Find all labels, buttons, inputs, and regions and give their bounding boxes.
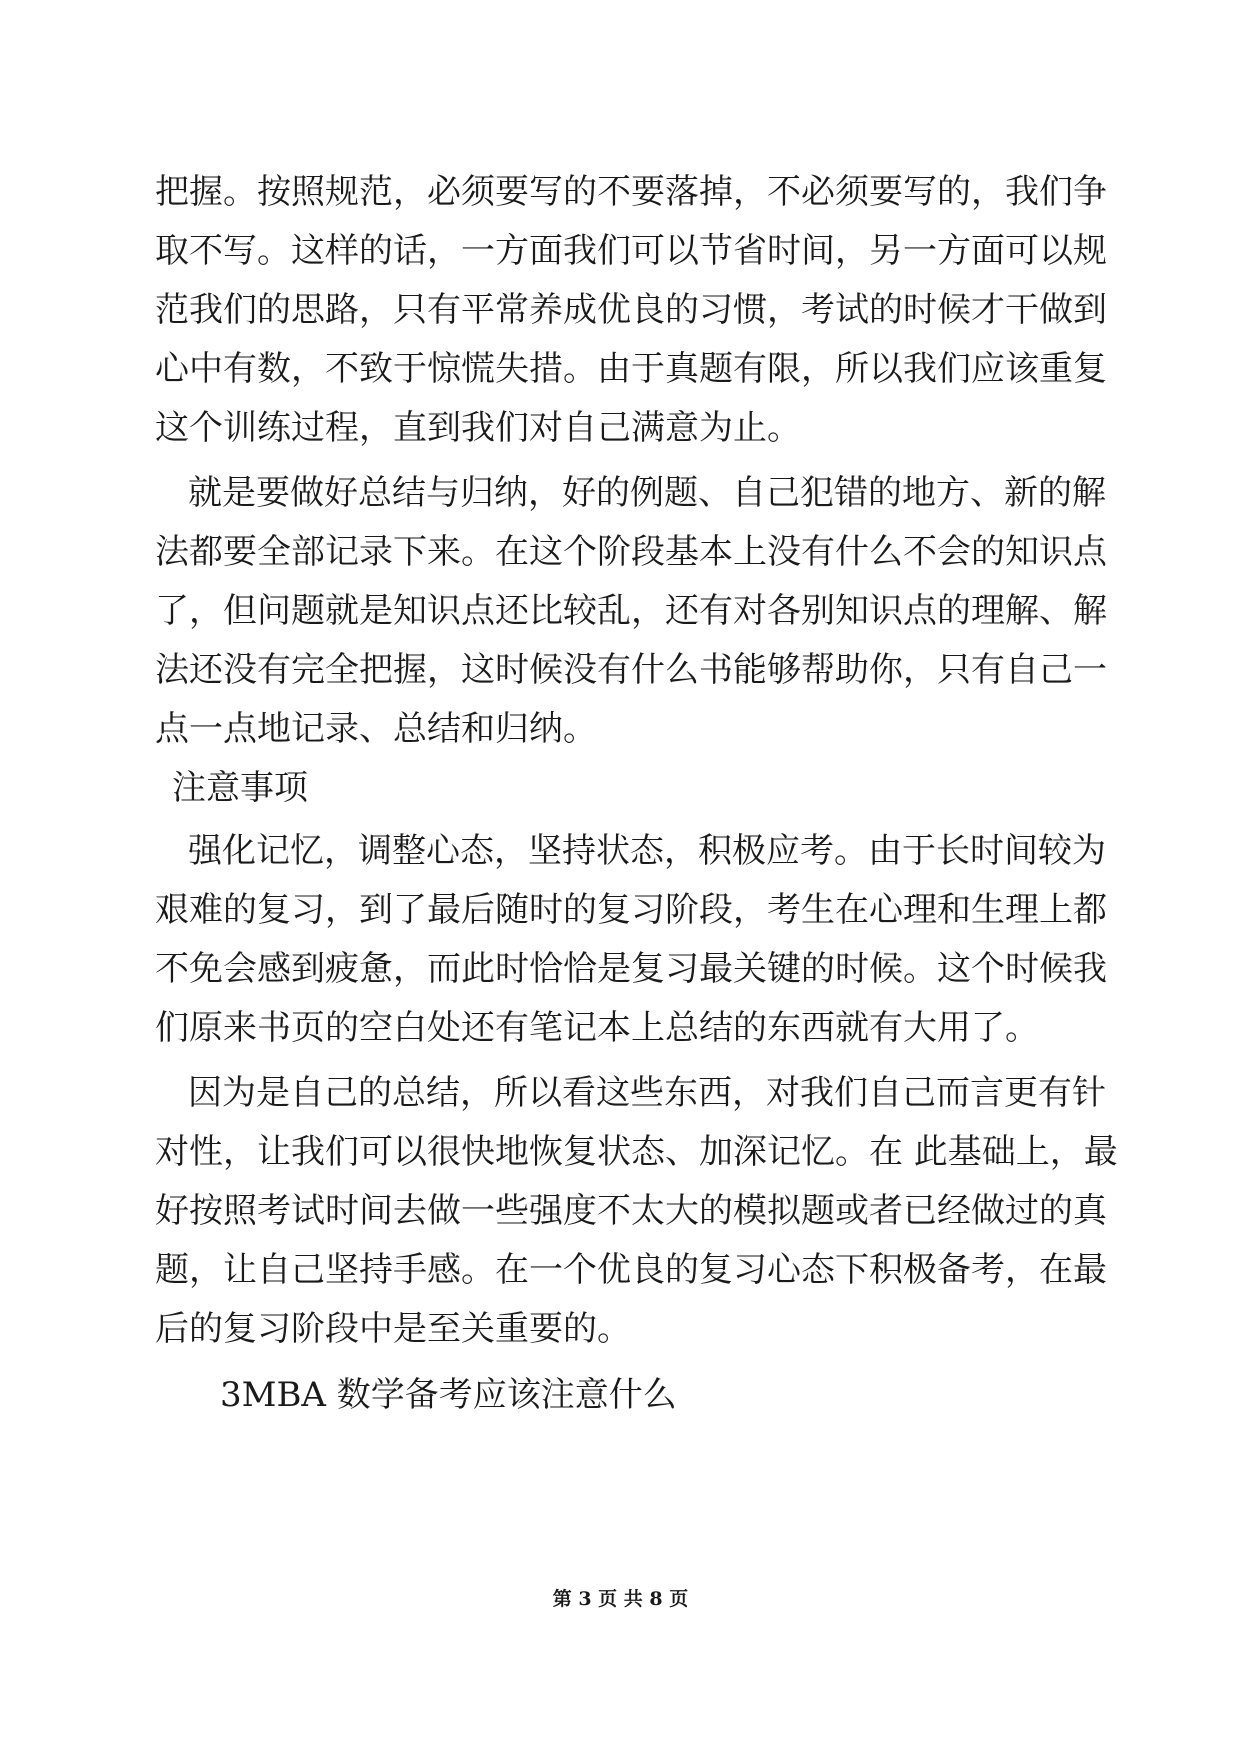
- paragraph-2-line-4: 法还没有完全把握，这时候没有什么书能够帮助你，只有自己一: [155, 650, 1107, 690]
- paragraph-4-line-3: 好按照考试时间去做一些强度不太大的模拟题或者已经做过的真: [155, 1191, 1107, 1231]
- heading-notes: 注意事项: [172, 768, 308, 808]
- paragraph-1-line-4: 心中有数，不致于惊慌失措。由于真题有限，所以我们应该重复: [155, 349, 1107, 389]
- section-heading: 3MBA 数学备考应该注意什么: [220, 1375, 677, 1415]
- paragraph-1-line-1: 把握。按照规范，必须要写的不要落掉，不必须要写的，我们争: [155, 172, 1107, 212]
- paragraph-3-line-4: 们原来书页的空白处还有笔记本上总结的东西就有大用了。: [155, 1008, 1039, 1048]
- paragraph-1-line-3: 范我们的思路，只有平常养成优良的习惯，考试的时候才干做到: [155, 290, 1107, 330]
- paragraph-4-line-5: 后的复习阶段中是至关重要的。: [155, 1309, 631, 1349]
- paragraph-2-line-3: 了，但问题就是知识点还比较乱，还有对各别知识点的理解、解: [155, 591, 1107, 631]
- paragraph-1-line-2: 取不写。这样的话，一方面我们可以节省时间，另一方面可以规: [155, 231, 1107, 271]
- paragraph-3-line-3: 不免会感到疲惫，而此时恰恰是复习最关键的时候。这个时候我: [155, 949, 1107, 989]
- paragraph-1-line-5: 这个训练过程，直到我们对自己满意为止。: [155, 408, 801, 448]
- paragraph-3-line-1: 强化记忆，调整心态，坚持状态，积极应考。由于长时间较为: [188, 831, 1106, 871]
- paragraph-4-line-2: 对性，让我们可以很快地恢复状态、加深记忆。在 此基础上，最: [155, 1132, 1118, 1172]
- page-number-footer: 第 3 页 共 8 页: [552, 1588, 689, 1610]
- paragraph-3-line-2: 艰难的复习，到了最后随时的复习阶段，考生在心理和生理上都: [155, 890, 1107, 930]
- paragraph-4-line-1: 因为是自己的总结，所以看这些东西，对我们自己而言更有针: [188, 1073, 1106, 1113]
- paragraph-2-line-2: 法都要全部记录下来。在这个阶段基本上没有什么不会的知识点: [155, 532, 1107, 572]
- paragraph-2-line-1: 就是要做好总结与归纳，好的例题、自己犯错的地方、新的解: [188, 473, 1106, 513]
- paragraph-4-line-4: 题，让自己坚持手感。在一个优良的复习心态下积极备考，在最: [155, 1250, 1107, 1290]
- paragraph-2-line-5: 点一点地记录、总结和归纳。: [155, 709, 597, 749]
